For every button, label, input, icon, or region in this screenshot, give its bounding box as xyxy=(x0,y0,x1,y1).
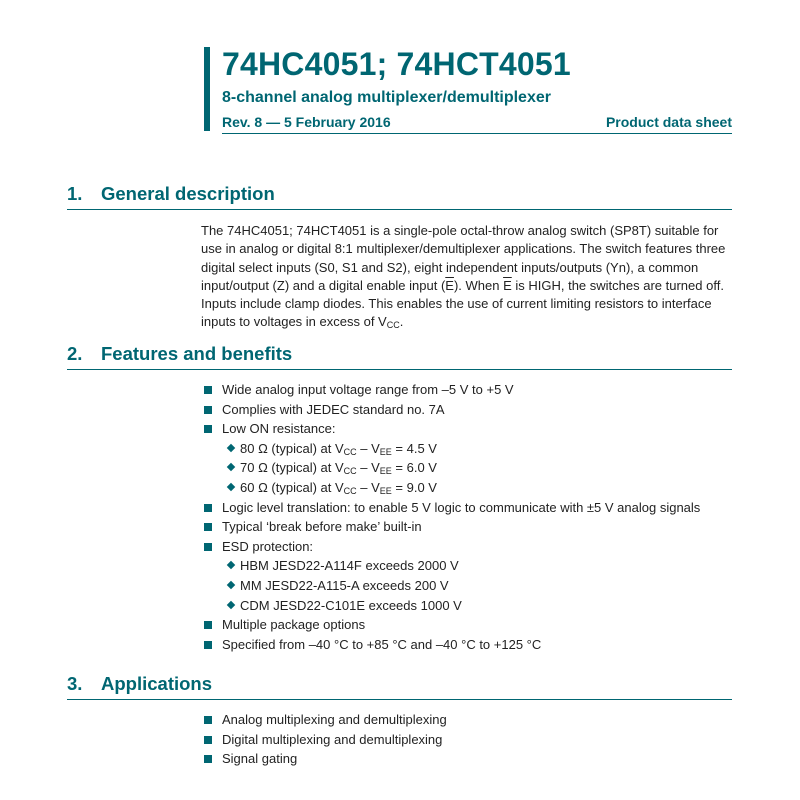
paragraph-text: ). When xyxy=(453,277,504,293)
section-title: Features and benefits xyxy=(101,343,293,364)
subscript: CC xyxy=(343,466,357,477)
list-item-text: 60 Ω (typical) at V xyxy=(240,479,344,495)
list-item-text: Complies with JEDEC standard no. 7A xyxy=(222,401,445,417)
list-item-text: HBM JESD22-A114F exceeds 2000 V xyxy=(240,558,459,574)
title-accent-bar xyxy=(204,47,210,131)
paragraph-text: is HIGH, the switches are turned off. Inputs include clamp diodes. This enables the use of current limiting resistors to interface inputs to voltages in excess of V xyxy=(201,277,724,330)
general-description-paragraph xyxy=(201,222,736,332)
list-item-text: Specified from –40 °C to +85 °C and –40 °C to +125 °C xyxy=(222,636,542,652)
header-divider xyxy=(222,133,732,134)
list-item xyxy=(204,615,700,635)
square-bullet-icon xyxy=(204,543,212,551)
subscript: EE xyxy=(379,485,392,496)
list-item-text: Analog multiplexing and demultiplexing xyxy=(222,712,447,727)
document-subtitle: 8-channel analog multiplexer/demultiplexer xyxy=(222,89,551,106)
section-title: Applications xyxy=(101,673,213,694)
section-number: 2. xyxy=(67,343,83,364)
subscript: EE xyxy=(379,446,392,457)
list-item-text: Wide analog input voltage range from –5 V to +5 V xyxy=(222,382,514,397)
list-item-text: – V xyxy=(356,440,380,456)
section-divider xyxy=(67,209,732,210)
list-item xyxy=(204,400,700,420)
list-item-text: = 4.5 V xyxy=(391,440,437,456)
list-item-text: Typical ‘break before make’ built-in xyxy=(222,519,422,535)
section-number: 3. xyxy=(67,673,83,694)
list-item xyxy=(204,537,700,557)
section-title: General description xyxy=(101,183,275,204)
list-item xyxy=(204,380,700,400)
applications-list xyxy=(204,710,447,769)
diamond-bullet-icon xyxy=(227,483,235,491)
list-item-text: ESD protection: xyxy=(222,538,314,554)
square-bullet-icon xyxy=(204,523,212,531)
list-item-text: = 6.0 V xyxy=(391,460,437,476)
diamond-bullet-icon xyxy=(227,581,235,589)
square-bullet-icon xyxy=(204,386,212,394)
list-item-text: = 9.0 V xyxy=(391,479,437,495)
list-item xyxy=(204,710,447,730)
document-title: 74HC4051; 74HCT4051 xyxy=(222,46,571,82)
list-item-text: 70 Ω (typical) at V xyxy=(240,460,344,476)
sub-list-item xyxy=(204,556,700,576)
diamond-bullet-icon xyxy=(227,561,235,569)
list-item xyxy=(204,517,700,537)
diamond-bullet-icon xyxy=(227,444,235,452)
section-divider xyxy=(67,699,732,700)
subscript: CC xyxy=(343,485,357,496)
square-bullet-icon xyxy=(204,641,212,649)
list-item xyxy=(204,419,700,439)
enable-input-overline: $\overline{E}$ xyxy=(503,277,512,293)
square-bullet-icon xyxy=(204,716,212,724)
list-item-text: – V xyxy=(356,479,380,495)
subscript: CC xyxy=(386,320,400,331)
list-item-text: Signal gating xyxy=(222,751,298,767)
sub-list-item xyxy=(204,576,700,596)
enable-input-overline: $\overline{E}$ xyxy=(445,277,454,293)
list-item xyxy=(204,749,447,769)
list-item xyxy=(204,498,700,518)
sub-list-item xyxy=(204,439,700,459)
section-heading-features xyxy=(67,343,292,365)
paragraph-text: . xyxy=(399,314,404,330)
list-item-text: – V xyxy=(356,460,380,476)
list-item-text: Logic level translation: to enable 5 V logic to communicate with ±5 V analog signals xyxy=(222,499,701,515)
subscript: CC xyxy=(343,446,357,457)
section-divider xyxy=(67,369,732,370)
list-item xyxy=(204,635,700,655)
square-bullet-icon xyxy=(204,504,212,512)
list-item-text: Multiple package options xyxy=(222,617,366,633)
sub-list-item xyxy=(204,478,700,498)
sub-list-item xyxy=(204,458,700,478)
list-item-text: 80 Ω (typical) at V xyxy=(240,440,344,456)
subscript: EE xyxy=(379,466,392,477)
list-item-text: Digital multiplexing and demultiplexing xyxy=(222,731,443,747)
revision-date: Rev. 8 — 5 February 2016 xyxy=(222,114,391,130)
document-type: Product data sheet xyxy=(605,114,732,130)
list-item-text: MM JESD22-A115-A exceeds 200 V xyxy=(240,577,449,593)
diamond-bullet-icon xyxy=(227,463,235,471)
square-bullet-icon xyxy=(204,736,212,744)
list-item-text: Low ON resistance: xyxy=(222,421,336,437)
square-bullet-icon xyxy=(204,406,212,414)
square-bullet-icon xyxy=(204,755,212,763)
list-item xyxy=(204,730,447,750)
square-bullet-icon xyxy=(204,621,212,629)
square-bullet-icon xyxy=(204,425,212,433)
list-item-text: CDM JESD22-C101E exceeds 1000 V xyxy=(240,597,462,613)
section-heading-general xyxy=(67,183,275,205)
sub-list-item xyxy=(204,596,700,616)
section-number: 1. xyxy=(67,183,83,204)
paragraph-text: The 74HC4051; 74HCT4051 is a single-pole octal-throw analog switch (SP8T) suitable for use in analog or digital 8:1 multiplexer/demultiplexer applications. The switch features three digital select inputs (S0, S1 and S2), eight independent inputs/outputs (Yn), a common input/output (Z) and a digital enable input ( xyxy=(201,223,726,293)
diamond-bullet-icon xyxy=(227,600,235,608)
section-heading-applications xyxy=(67,673,212,695)
features-list xyxy=(204,380,700,654)
